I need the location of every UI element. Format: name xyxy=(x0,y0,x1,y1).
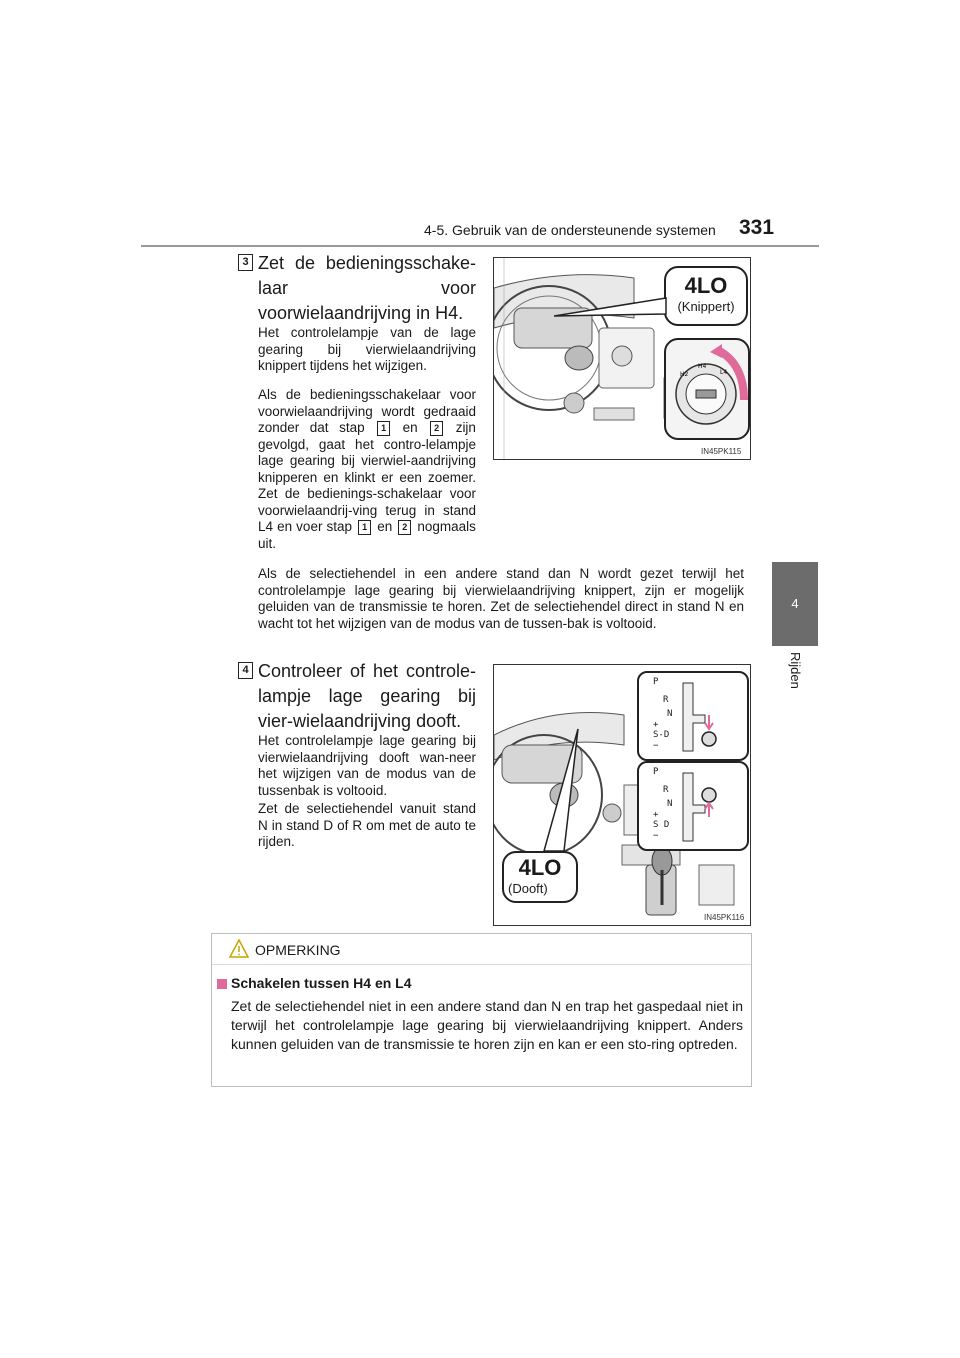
svg-text:L4: L4 xyxy=(720,369,728,376)
step-number-4: 4 xyxy=(238,662,253,679)
step3-para2: Als de bedieningsschakelaar voor voorwielaandrijving wordt gedraaid zonder dat stap 1 en 2 zijn gevolgd, gaat het contro-lelampje lage gearing bij vierwiel-aandrijving knipperen en klinkt er een zoemer. Zet de bedienings-schakelaar voor voorwielaandrij-ving terug in stand L4 en voer stap 1 en 2 nogmaals uit. xyxy=(258,387,476,551)
note-subheading: Schakelen tussen H4 en L4 xyxy=(231,975,412,991)
warning-icon xyxy=(229,939,249,958)
header-rule xyxy=(141,245,819,247)
note-title: OPMERKING xyxy=(255,942,341,958)
step3-para1: Het controlelampje van de lage gearing bij vierwielaandrijving knippert tijdens het wijzigen. xyxy=(258,325,476,373)
figure-4wd-switch xyxy=(493,257,751,460)
section-title: 4-5. Gebruik van de ondersteunende systemen xyxy=(424,222,716,238)
4wd-selector-knob xyxy=(664,338,750,440)
callout-4lo-off: 4LO (Dooft) xyxy=(502,851,578,903)
note-box xyxy=(211,933,752,1087)
step-ref-1: 1 xyxy=(377,421,390,436)
callout-4lo-blinking: 4LO (Knippert) xyxy=(664,266,748,326)
callout-pointer xyxy=(534,725,584,855)
note-header xyxy=(212,934,751,965)
shift-gate-bottom: P R N + S D − xyxy=(637,761,749,851)
page-number: 331 xyxy=(739,216,775,239)
chapter-label: Rijden xyxy=(788,652,803,689)
figure-shift-lever xyxy=(493,664,751,926)
step3-para3: Als de selectiehendel in een andere stand dan N wordt gezet terwijl het controlelampje lage gearing bij vierwielaandrijving knippert, zijn er mogelijk geluiden van de transmissie te horen. Zet de selectiehendel direct in stand N en wacht tot het wijzigen van de modus van de tussen-bak is voltooid. xyxy=(258,566,744,631)
step-number-3: 3 xyxy=(238,254,253,271)
shift-gate-top: P R N + S-D − xyxy=(637,671,749,761)
step3-heading: Zet de bedieningsschake-laar voor voorwielaandrijving in H4. xyxy=(258,253,476,323)
chapter-tab: 4 xyxy=(772,562,818,646)
step-ref-1: 1 xyxy=(358,520,371,535)
figure-code: IN45PK116 xyxy=(704,913,745,922)
step-ref-2: 2 xyxy=(430,421,443,436)
step-ref-2: 2 xyxy=(398,520,411,535)
figure-code: IN45PK115 xyxy=(701,447,742,456)
callout-pointer xyxy=(554,296,674,326)
svg-text:H2: H2 xyxy=(680,371,689,378)
step4-para2: Zet de selectiehendel vanuit stand N in stand D of R om met de auto te rijden. xyxy=(258,801,476,849)
step4-heading: Controleer of het controle-lampje lage gearing bij vier-wielaandrijving dooft. xyxy=(258,661,476,731)
bullet-square-icon xyxy=(217,979,227,989)
note-text: Zet de selectiehendel niet in een andere stand dan N en trap het gaspedaal niet in terwijl het controlelampje lage gearing bij vierwielaandrijving knippert. Anders kunnen geluiden van de transmissie te horen zijn en kan er een sto-ring optreden. xyxy=(231,998,743,1052)
step4-para1: Het controlelampje lage gearing bij vierwielaandrijving dooft wan-neer het wijzigen van de modus van de tussenbak is voltooid. xyxy=(258,733,476,798)
svg-text:H4: H4 xyxy=(698,363,707,370)
